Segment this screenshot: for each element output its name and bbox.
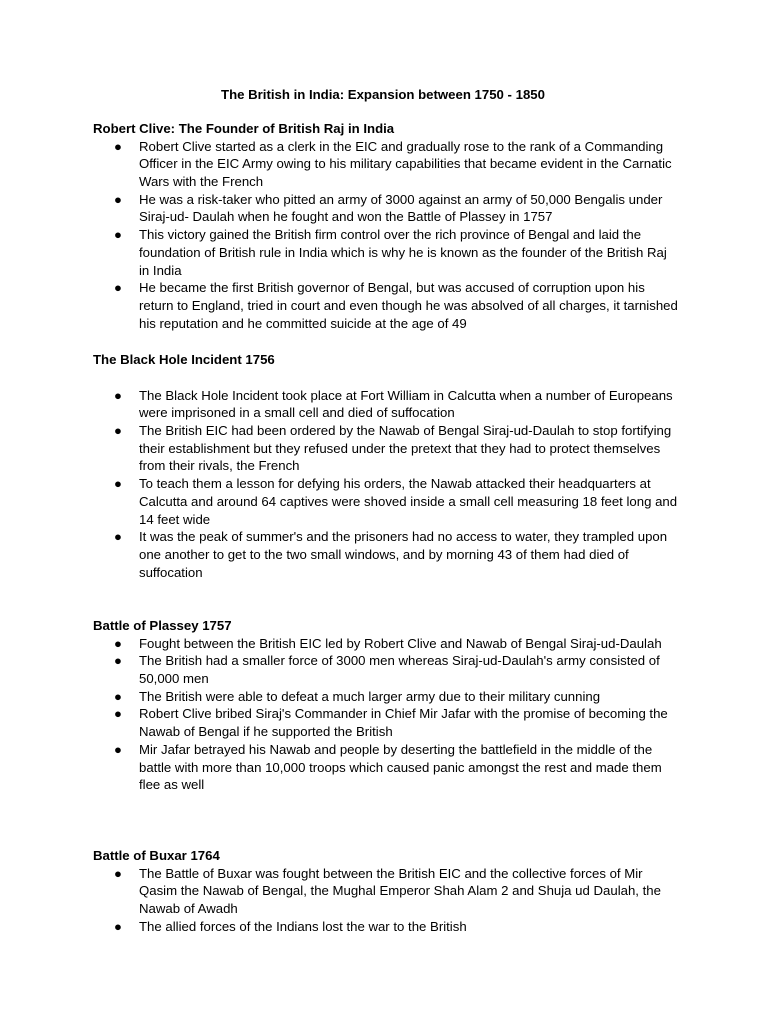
bullet-icon: ● — [114, 865, 122, 881]
bullet-icon: ● — [114, 529, 122, 545]
list-item — [93, 865, 679, 918]
list-item-text: The allied forces of the Indians lost the war to the British — [139, 918, 467, 934]
list-item — [93, 475, 679, 528]
list-item — [93, 652, 679, 687]
section-black-hole-incident — [93, 351, 679, 581]
list-item-text: The British EIC had been ordered by the Nawab of Bengal Siraj-ud-Daulah to stop fortifying their establishment but they refused under the pretext that they had to protect themselves from their rivals, the French — [139, 423, 672, 474]
list-item-text: It was the peak of summer's and the prisoners had no access to water, they trampled upon one another to get to the two small windows, and by morning 43 of them had died of suffocation — [139, 529, 668, 580]
list-item — [93, 635, 679, 653]
section-heading: Robert Clive: The Founder of British Raj in India — [93, 121, 395, 136]
bullet-icon: ● — [114, 653, 122, 669]
list-item-text: Robert Clive started as a clerk in the EIC and gradually rose to the rank of a Commanding Officer in the EIC Army owing to his military capabilities that became evident in the Carnatic Wars with the French — [139, 138, 672, 189]
list-item-text: Mir Jafar betrayed his Nawab and people by deserting the battlefield in the middle of the battle with more than 10,000 troops which caused panic amongst the rest and made them flee as well — [139, 741, 662, 793]
bullet-icon: ● — [114, 423, 122, 438]
list-item-text: He became the first British governor of Bengal, but was accused of corruption upon his return to England, tried in court and even though he was absolved of all charges, it tarnished his reputation and he committed suicide at the age of 49 — [139, 280, 678, 331]
list-item-text: He was a risk-taker who pitted an army of 3000 against an army of 50,000 Bengalis under Siraj-ud- Daulah when he fought and won the Battle of Plassey in 1757 — [139, 191, 663, 225]
list-item-text: To teach them a lesson for defying his orders, the Nawab attacked their headquarters at Calcutta and around 64 captives were shoved inside a small cell measuring 18 feet long and 14 feet wide — [139, 476, 678, 527]
list-item-text: The Battle of Buxar was fought between the British EIC and the collective forces of Mir Qasim the Nawab of Bengal, the Mughal Emperor Shah Alam 2 and Shuja ud Daulah, the Nawab of Awadh — [139, 865, 661, 916]
bullet-icon: ● — [114, 688, 122, 704]
bullet-icon: ● — [114, 741, 122, 757]
bullet-list — [93, 865, 679, 936]
bullet-icon: ● — [114, 635, 122, 651]
bullet-list — [93, 387, 679, 582]
bullet-icon: ● — [114, 918, 122, 934]
bullet-icon: ● — [114, 138, 122, 154]
list-item-text: The British were able to defeat a much larger army due to their military cunning — [139, 688, 601, 704]
bullet-icon: ● — [114, 706, 122, 722]
list-item-text: The Black Hole Incident took place at Fort William in Calcutta when a number of Europeans were imprisoned in a small cell and died of suffocation — [139, 387, 673, 421]
list-item — [93, 528, 679, 581]
list-item — [93, 279, 679, 332]
bullet-icon: ● — [114, 191, 122, 207]
list-item — [93, 138, 679, 191]
list-item — [93, 918, 679, 936]
list-item — [93, 741, 679, 794]
list-item — [93, 705, 679, 740]
list-item-text: Robert Clive bribed Siraj's Commander in Chief Mir Jafar with the promise of becoming the Nawab of Bengal if he supported the British — [139, 706, 668, 740]
bullet-icon: ● — [114, 476, 122, 492]
section-robert-clive — [93, 120, 679, 332]
bullet-icon: ● — [114, 387, 122, 403]
list-item — [93, 191, 679, 226]
document-page — [93, 86, 678, 934]
list-item-text: Fought between the British EIC led by Robert Clive and Nawab of Bengal Siraj-ud-Daulah — [139, 635, 662, 651]
section-heading: Battle of Buxar 1764 — [93, 848, 220, 863]
bullet-icon: ● — [114, 280, 122, 296]
section-heading: The Black Hole Incident 1756 — [93, 352, 275, 367]
section-battle-of-plassey — [93, 617, 679, 794]
list-item — [93, 226, 679, 279]
bullet-list — [93, 138, 679, 333]
bullet-list — [93, 635, 679, 794]
section-heading: Battle of Plassey 1757 — [93, 618, 232, 633]
list-item — [93, 387, 679, 422]
list-item-text: This victory gained the British firm control over the rich province of Bengal and laid the foundation of British rule in India which is why he is known as the founder of the British Raj in India — [139, 227, 667, 278]
list-item — [93, 422, 679, 475]
document-title: The British in India: Expansion between 1750 - 1850 — [221, 87, 545, 102]
list-item-text: The British had a smaller force of 3000 men whereas Siraj-ud-Daulah's army consisted of 50,000 men — [139, 653, 660, 686]
section-battle-of-buxar — [93, 847, 679, 935]
list-item — [93, 688, 679, 706]
bullet-icon: ● — [114, 227, 122, 243]
